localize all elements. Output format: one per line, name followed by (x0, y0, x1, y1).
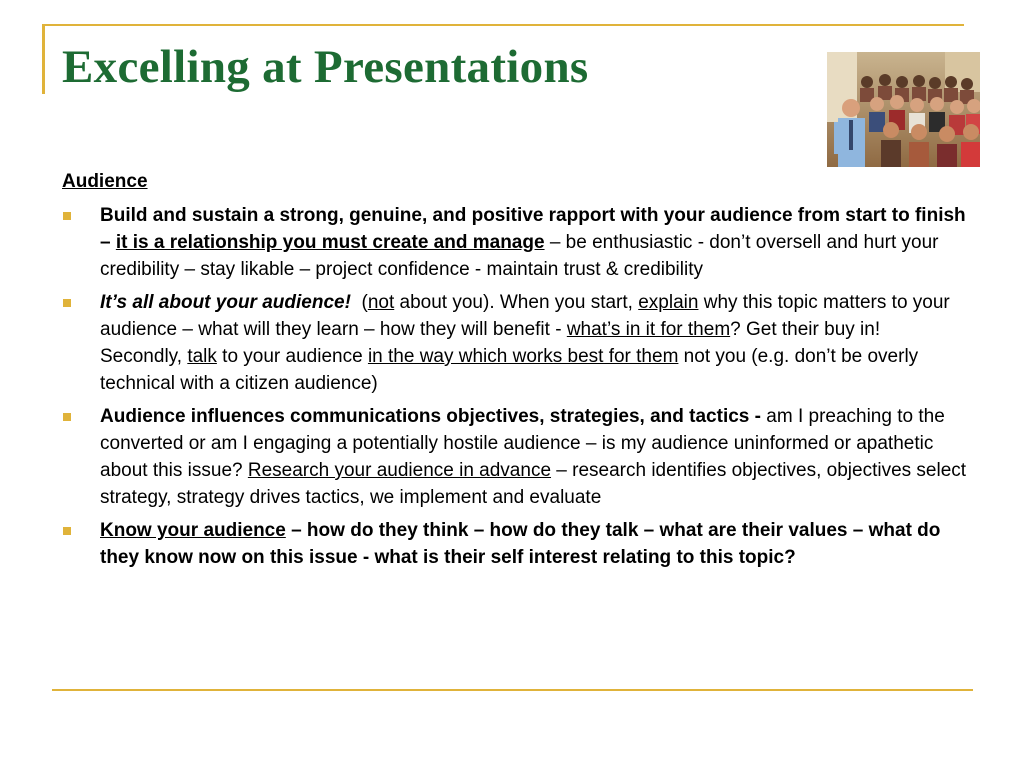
bullet-text-segment: not you (e.g. don’t be overly technical with a citizen audience) (100, 346, 919, 394)
bullet-square-icon (63, 527, 71, 535)
bullet-text-segment: – how do they think – how do they talk – what are their values – what do they know now on this issue - what is their self interest relating to this topic? (100, 520, 941, 568)
bullet-text-segment: – research identifies objectives, objectives select strategy, strategy drives tactics, we implement and evaluate (100, 460, 967, 508)
bullet-text-segment: am I preaching to the converted or am I engaging a potentially hostile audience – is my audience uninformed or apathetic about this issue? (100, 406, 945, 481)
bullet-list (62, 202, 967, 577)
slide-title: Excelling at Presentations (62, 41, 589, 93)
bullet-text-segment: what’s in it for them (566, 319, 731, 340)
bullet-square-icon (63, 413, 71, 421)
bullet-item (62, 517, 967, 571)
accent-line-bottom (52, 689, 973, 691)
bullet-text-segment: why this topic matters to your audience – what will they learn – how they will benefit - (100, 292, 950, 340)
bullet-text-segment: talk (187, 346, 217, 367)
section-heading-audience: Audience (62, 171, 148, 192)
bullet-text-segment: Audience influences communications objectives, strategies, and tactics - (100, 406, 767, 427)
bullet-text-segment: about you). When you start, (394, 292, 639, 313)
bullet-text-segment: it is a relationship you must create and manage (115, 232, 545, 253)
bullet-text-segment: Research your audience in advance (247, 460, 552, 481)
bullet-item (62, 202, 967, 283)
accent-line-top (42, 24, 964, 26)
bullet-text-segment: not (367, 292, 395, 313)
bullet-text-segment: to your audience (216, 346, 368, 367)
bullet-text-segment: – be enthusiastic - don’t oversell and hurt your credibility – stay likable – project confidence - maintain trust & credibility (100, 232, 939, 280)
bullet-square-icon (63, 299, 71, 307)
bullet-item (62, 289, 967, 397)
bullet-text-segment: It’s all about your audience! (100, 292, 351, 313)
bullet-text-segment: ? Get their buy in! Secondly, (100, 319, 881, 367)
audience-photo (827, 52, 980, 167)
bullet-text-segment: ( (350, 292, 368, 313)
bullet-text-segment: Know your audience (100, 520, 286, 541)
bullet-text-segment: explain (638, 292, 699, 313)
bullet-item (62, 403, 967, 511)
bullet-text-segment: Build and sustain a strong, genuine, and positive rapport with your audience from start to finish – (100, 205, 966, 253)
bullet-text-segment: in the way which works best for them (367, 346, 679, 367)
bullet-square-icon (63, 212, 71, 220)
accent-line-vertical (42, 24, 45, 94)
